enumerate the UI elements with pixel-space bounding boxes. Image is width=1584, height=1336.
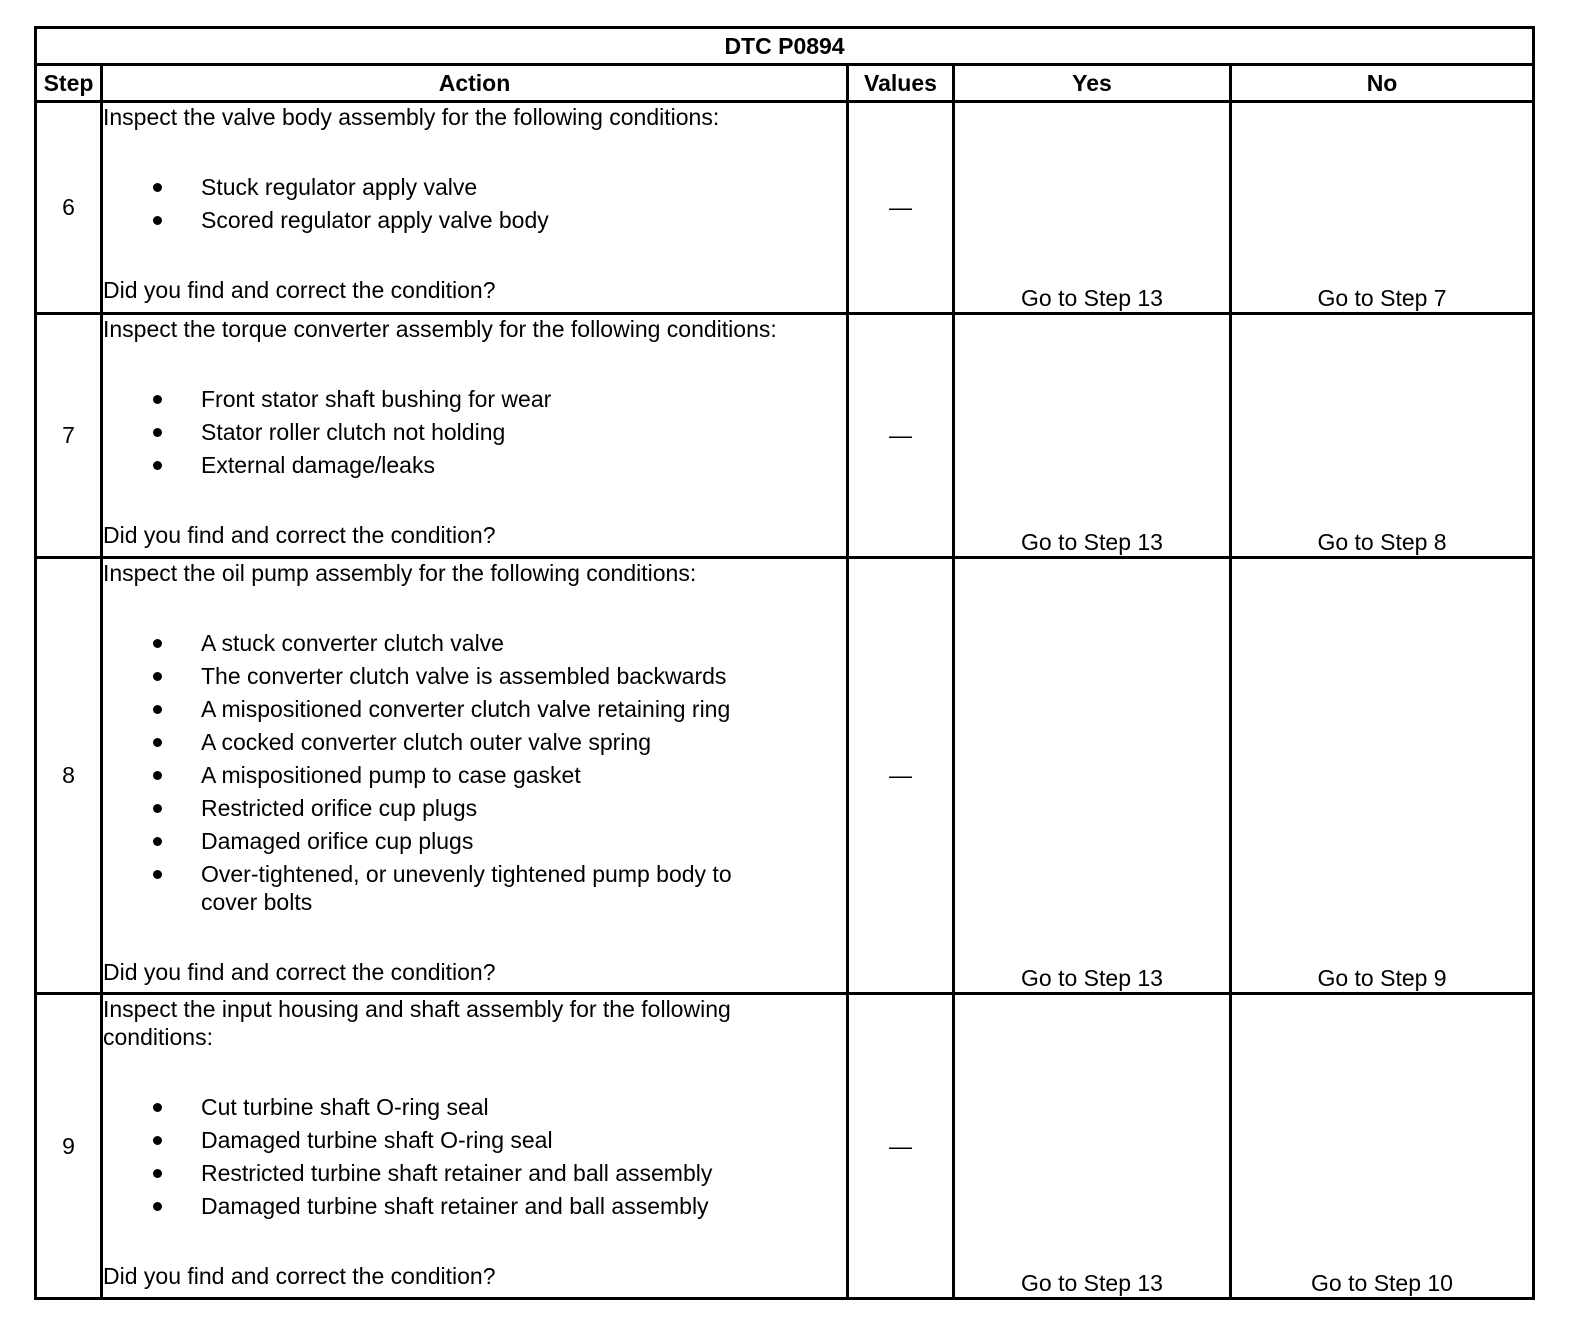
action-intro: Inspect the torque converter assembly for the following conditions:	[103, 316, 777, 342]
condition-item: Scored regulator apply valve body	[103, 206, 846, 234]
header-step: Step	[36, 65, 102, 102]
action-question: Did you find and correct the condition?	[103, 1263, 496, 1289]
condition-item: Restricted turbine shaft retainer and ball assembly	[103, 1159, 846, 1187]
header-no: No	[1231, 65, 1534, 102]
header-yes: Yes	[954, 65, 1231, 102]
no-cell: Go to Step 10	[1231, 994, 1534, 1299]
no-cell: Go to Step 9	[1231, 558, 1534, 994]
table-title: DTC P0894	[36, 28, 1534, 65]
condition-list	[103, 385, 846, 479]
action-cell	[102, 994, 848, 1299]
action-cell	[102, 558, 848, 994]
yes-cell: Go to Step 13	[954, 102, 1231, 314]
condition-item: Stuck regulator apply valve	[103, 173, 846, 201]
table-row	[36, 558, 1534, 994]
condition-item: A stuck converter clutch valve	[103, 629, 846, 657]
condition-item: A cocked converter clutch outer valve spring	[103, 728, 846, 756]
action-cell	[102, 314, 848, 558]
yes-cell: Go to Step 13	[954, 994, 1231, 1299]
action-intro: Inspect the oil pump assembly for the following conditions:	[103, 560, 697, 586]
values-cell: —	[848, 558, 954, 994]
header-action: Action	[102, 65, 848, 102]
condition-item: Damaged turbine shaft O-ring seal	[103, 1126, 846, 1154]
header-values: Values	[848, 65, 954, 102]
action-question: Did you find and correct the condition?	[103, 959, 496, 985]
table-row	[36, 102, 1534, 314]
condition-item: A mispositioned converter clutch valve retaining ring	[103, 695, 846, 723]
condition-item: Damaged orifice cup plugs	[103, 827, 846, 855]
condition-list	[103, 629, 846, 916]
action-question: Did you find and correct the condition?	[103, 522, 496, 548]
dtc-table	[34, 26, 1535, 1300]
no-cell: Go to Step 7	[1231, 102, 1534, 314]
condition-item: The converter clutch valve is assembled backwards	[103, 662, 846, 690]
step-number: 6	[36, 102, 102, 314]
step-number: 7	[36, 314, 102, 558]
values-cell: —	[848, 994, 954, 1299]
action-intro: Inspect the valve body assembly for the following conditions:	[103, 104, 720, 130]
yes-cell: Go to Step 13	[954, 558, 1231, 994]
yes-cell: Go to Step 13	[954, 314, 1231, 558]
condition-item: Restricted orifice cup plugs	[103, 794, 846, 822]
values-cell: —	[848, 314, 954, 558]
step-number: 9	[36, 994, 102, 1299]
action-cell	[102, 102, 848, 314]
condition-item: External damage/leaks	[103, 451, 846, 479]
no-cell: Go to Step 8	[1231, 314, 1534, 558]
condition-item: Over-tightened, or unevenly tightened pump body to cover bolts	[103, 860, 846, 916]
step-number: 8	[36, 558, 102, 994]
values-cell: —	[848, 102, 954, 314]
action-intro: Inspect the input housing and shaft assembly for the following conditions:	[103, 996, 731, 1050]
condition-item: Stator roller clutch not holding	[103, 418, 846, 446]
condition-list	[103, 1093, 846, 1220]
action-question: Did you find and correct the condition?	[103, 277, 496, 303]
condition-list	[103, 173, 846, 234]
condition-item: Front stator shaft bushing for wear	[103, 385, 846, 413]
condition-item: Cut turbine shaft O-ring seal	[103, 1093, 846, 1121]
condition-item: A mispositioned pump to case gasket	[103, 761, 846, 789]
table-row	[36, 994, 1534, 1299]
condition-item: Damaged turbine shaft retainer and ball assembly	[103, 1192, 846, 1220]
table-row	[36, 314, 1534, 558]
